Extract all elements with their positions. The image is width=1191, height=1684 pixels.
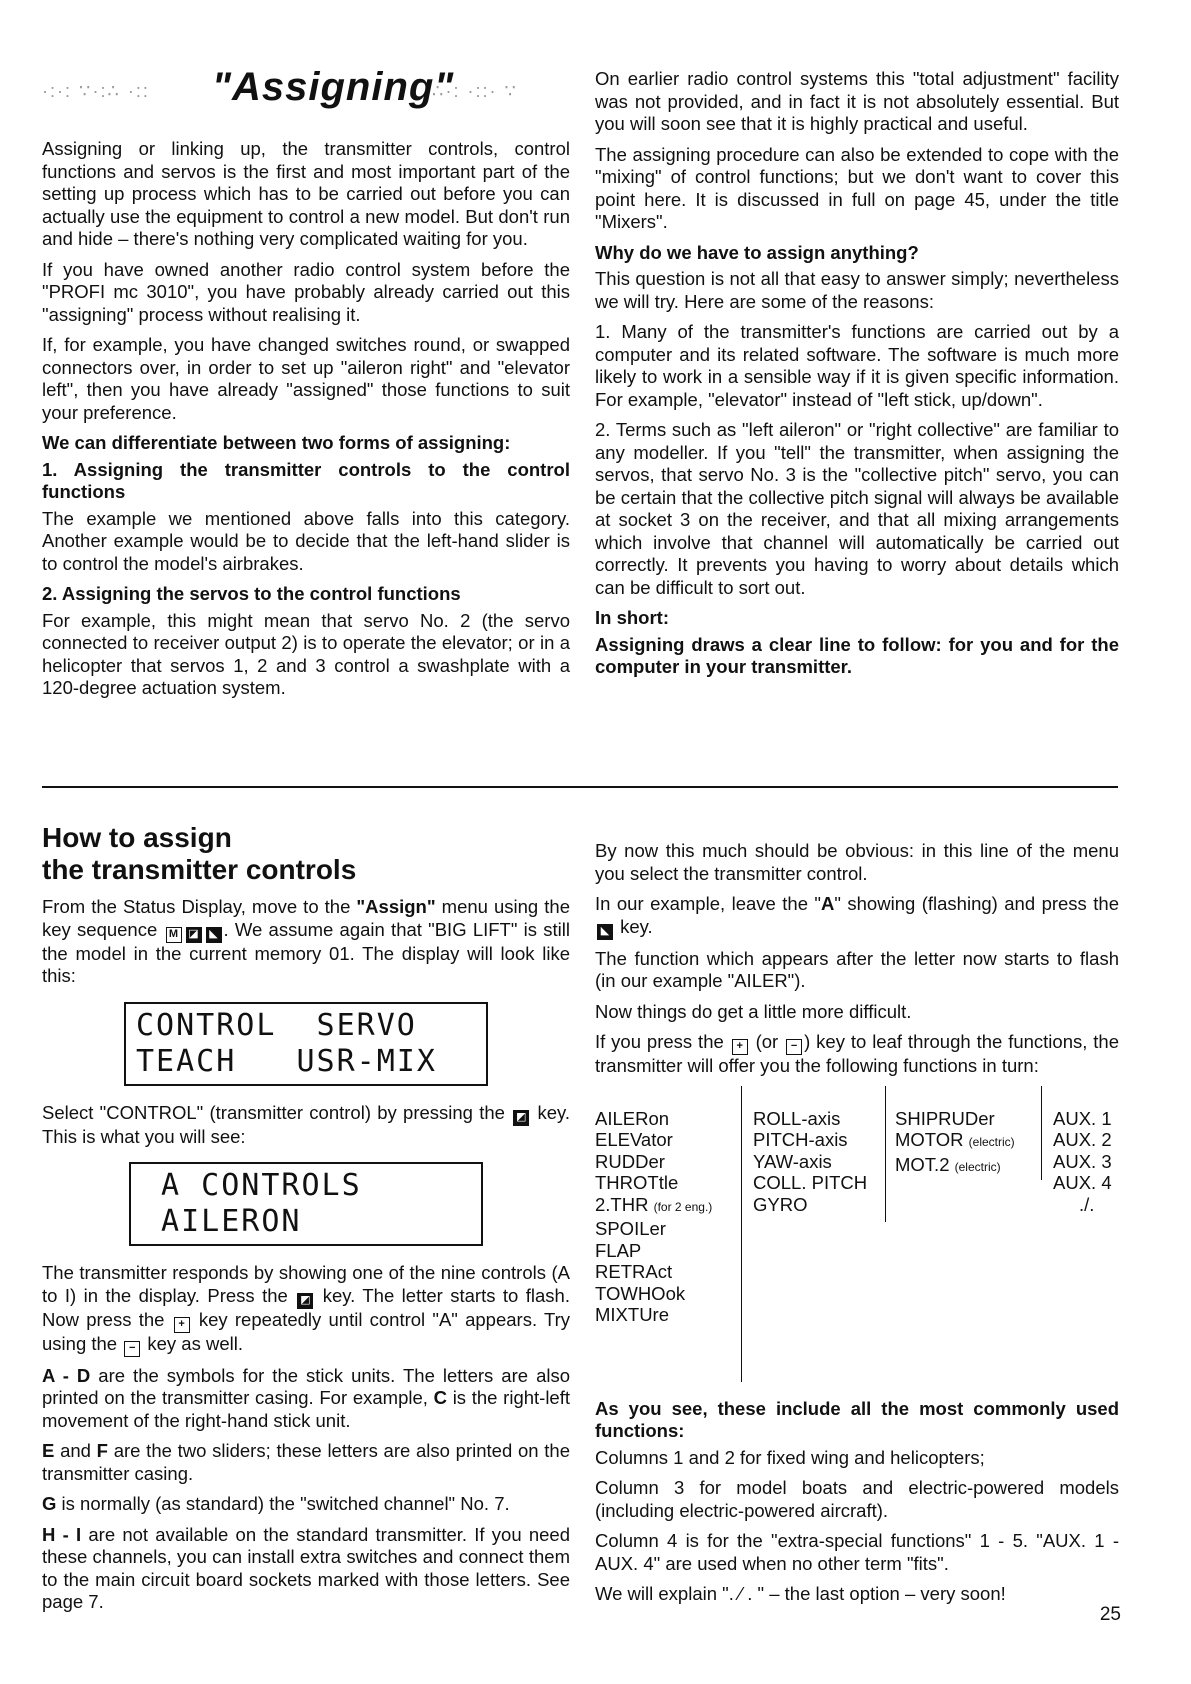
function-column-3 xyxy=(895,1108,1015,1179)
intro-text-a: From the Status Display, move to the xyxy=(42,896,357,917)
select-key-icon: ◩ xyxy=(513,1110,529,1126)
lcd-line-1: CONTROL SERVO xyxy=(136,1007,417,1043)
example-c: key. xyxy=(615,915,653,937)
in-short-heading: In short: xyxy=(595,607,669,628)
columns-1-2-text: Columns 1 and 2 for fixed wing and helicopters; xyxy=(595,1446,985,1468)
banner-noise-right: ∴·: ·::· ∵ xyxy=(432,81,518,101)
leaf-text xyxy=(595,1031,1119,1078)
column-2-bracket xyxy=(885,1086,886,1222)
ad-body: are the symbols for the stick units. The letters are also printed on the transmitter casing. For example, xyxy=(42,1364,571,1408)
ad-text xyxy=(42,1365,570,1433)
function-item: PITCH-axis xyxy=(753,1129,848,1150)
function-column-2 xyxy=(753,1108,867,1216)
lcd2-line-1: A CONTROLS xyxy=(141,1168,362,1203)
function-item xyxy=(595,1194,712,1219)
function-item: RETRAct xyxy=(595,1261,673,1282)
down-key-icon: ◣ xyxy=(597,924,613,940)
ad-label: A - D xyxy=(42,1364,91,1386)
reason-1: 1. Many of the transmitter's functions are carried out by a computer and its related software. The software is much more likely to work in a sensible way if it is given specific information. For example, "elevator" instead of "left stick, up/down". xyxy=(595,321,1119,410)
hi-body: are not available on the standard transmitter. If you need these channels, you can install extra switches and connect them to the main circuit board sockets marked with those letters. See page 7. xyxy=(42,1523,570,1612)
function-item: SPOILer xyxy=(595,1218,666,1239)
plus-key-icon: + xyxy=(732,1039,748,1055)
function-item: RUDDer xyxy=(595,1150,665,1172)
form2-heading: 2. Assigning the servos to the control functions xyxy=(42,583,461,604)
assigning-right-column xyxy=(595,68,1119,683)
function-item xyxy=(895,1154,1015,1179)
function-item: AUX. 1 xyxy=(1053,1107,1112,1129)
function-item-label: MOT.2 xyxy=(895,1153,950,1175)
reason-2: 2. Terms such as "left aileron" or "right collective" are familiar to any modeller. If you "tell" the transmitter, when assigning the servos, that servo No. 3 is the "collective pitch" servo, you can be certain that the collective pitch signal will always be available at socket 3 on the receiver, and that all mixing arrangements which involve that channel will automatically be carried out correctly. It prevents you having to worry about details which can be difficult to sort out. xyxy=(595,419,1119,598)
g-text xyxy=(42,1493,570,1516)
explain-text: We will explain ". ⁄ . " – the last option – very soon! xyxy=(595,1583,1006,1604)
select-text-b: key. This is what you will see: xyxy=(42,1101,570,1147)
function-note: (for 2 eng.) xyxy=(653,1199,713,1214)
intro-text-b: menu using the key sequence xyxy=(42,896,570,940)
function-item: YAW-axis xyxy=(753,1150,832,1172)
plus-key-icon: + xyxy=(174,1317,190,1333)
function-note: (electric) xyxy=(968,1135,1015,1149)
column-4-text: Column 4 is for the "extra-special functions" 1 - 5. "AUX. 1 - AUX. 4" are used when no other term "fits". xyxy=(595,1530,1119,1574)
earlier-systems-paragraph: On earlier radio control systems this "total adjustment" facility was not provided, and in fact it is not absolutely essential. But you will soon see that it is highly practical and useful. xyxy=(595,68,1119,134)
function-item: GYRO xyxy=(753,1193,808,1215)
howto-left-column xyxy=(42,822,570,1622)
f-label: F xyxy=(96,1440,108,1461)
column-3-bracket xyxy=(1041,1086,1042,1180)
ef-body: are the two sliders; these letters are also printed on the transmitter casing. xyxy=(42,1440,570,1484)
down-key-icon: ◣ xyxy=(206,927,222,943)
minus-key-icon: − xyxy=(124,1341,140,1357)
leaf-c: ) key to leaf through the functions, the transmitter will offer you the following functions in turn: xyxy=(595,1031,1120,1076)
function-item xyxy=(895,1129,1015,1154)
assigning-title: "Assigning" xyxy=(212,65,455,109)
leaf-a: If you press the xyxy=(595,1031,730,1052)
lcd-display-controls xyxy=(129,1162,483,1246)
responds-text xyxy=(42,1262,570,1357)
select-key-icon: ◩ xyxy=(297,1293,313,1309)
howto-right-column xyxy=(595,840,1119,1614)
why-text: This question is not all that easy to answer simply; nevertheless we will try. Here are some of the reasons: xyxy=(595,268,1119,312)
function-item: FLAP xyxy=(595,1239,642,1261)
ad-body-2: is the right-left movement of the right-hand stick unit. xyxy=(42,1387,571,1431)
g-body: is normally (as standard) the "switched channel" No. 7. xyxy=(56,1493,510,1514)
page-number: 25 xyxy=(1099,1604,1121,1625)
minus-key-icon: − xyxy=(786,1039,802,1055)
e-label: E xyxy=(42,1440,55,1461)
function-item: AILERon xyxy=(595,1107,670,1129)
responds-c: key repeatedly until control "A" appears. Try using the xyxy=(42,1308,570,1354)
mixing-paragraph: The assigning procedure can also be extended to cope with the "mixing" of control functions; but we don't want to cover this point here. It is discussed in full on page 45, under the title "Mixers". xyxy=(595,143,1119,232)
column-1-bracket xyxy=(741,1086,742,1382)
assign-menu-name: "Assign" xyxy=(356,896,436,917)
intro-text-c: . We assume again that "BIG LIFT" is still the model in the current memory 01. The display will look like this: xyxy=(42,918,570,986)
responds-b: key. The letter starts to flash. Now press the xyxy=(42,1284,570,1330)
howto-title-line-1: How to assign xyxy=(42,822,232,853)
lcd2-line-2: AILERON xyxy=(141,1204,302,1239)
example-a: In our example, leave the " xyxy=(595,893,821,914)
function-item: ELEVator xyxy=(595,1129,673,1150)
function-item: SHIPRUDer xyxy=(895,1107,995,1129)
section-divider xyxy=(42,786,1118,788)
function-item: COLL. PITCH xyxy=(753,1172,868,1193)
hi-text xyxy=(42,1524,570,1614)
function-item: MIXTUre xyxy=(595,1304,669,1325)
responds-a: The transmitter responds by showing one of the nine controls (A to I) in the display. Press the xyxy=(42,1262,570,1306)
function-list-diagram xyxy=(595,1086,1119,1386)
function-column-4 xyxy=(1053,1108,1112,1216)
hi-label: H - I xyxy=(42,1523,82,1545)
function-item: ./. xyxy=(1079,1193,1095,1215)
assigning-paragraph-1: Assigning or linking up, the transmitter controls, control functions and servos is the first and most important part of the setting up process which has to be carried out before you can actually use the equipment to control a new model. But don't run and hide – there's nothing very complicated waiting for you. xyxy=(42,138,570,249)
g-label: G xyxy=(42,1493,57,1514)
banner-noise-left: ·:·: ∵·:∴ ·:: xyxy=(42,81,150,101)
example-text xyxy=(595,893,1119,940)
responds-d: key as well. xyxy=(142,1332,243,1354)
lcd-display-assign-menu xyxy=(124,1002,488,1086)
column-3-text: Column 3 for model boats and electric-powered models (including electric-powered aircraft). xyxy=(595,1477,1119,1521)
ad-c-label: C xyxy=(433,1387,447,1408)
function-item-label: 2.THR xyxy=(595,1193,649,1215)
function-item: ROLL-axis xyxy=(753,1107,841,1129)
howto-title xyxy=(42,822,570,886)
function-item: TOWHOok xyxy=(595,1282,686,1304)
select-text-a: Select "CONTROL" (transmitter control) by pressing the xyxy=(42,1101,512,1123)
function-item: AUX. 2 xyxy=(1053,1129,1112,1150)
menu-key-icon: M xyxy=(166,927,182,943)
ef-text xyxy=(42,1440,570,1485)
select-control-text xyxy=(42,1102,570,1149)
ef-and: and xyxy=(54,1440,97,1461)
obvious-text: By now this much should be obvious: in this line of the menu you select the transmitter control. xyxy=(595,840,1119,884)
form1-heading: 1. Assigning the transmitter controls to the control functions xyxy=(42,458,570,502)
difficult-text: Now things do get a little more difficult. xyxy=(595,1000,912,1022)
leaf-b: (or xyxy=(749,1031,785,1052)
form1-text: The example we mentioned above falls into this category. Another example would be to decide that the left-hand slider is to control the model's airbrakes. xyxy=(42,507,570,574)
function-note: (electric) xyxy=(954,1159,1001,1174)
function-column-1 xyxy=(595,1108,712,1326)
function-item-label: MOTOR xyxy=(895,1129,964,1150)
howto-intro xyxy=(42,896,570,988)
form2-text: For example, this might mean that servo No. 2 (the servo connected to receiver output 2) is to operate the elevator; or in a helicopter that servos 1, 2 and 3 control a swashplate with a 120-degree actuation system. xyxy=(42,609,570,698)
enter-key-icon: ◪ xyxy=(186,927,202,943)
example-a-letter: A xyxy=(821,893,835,914)
lcd-line-2: TEACH USR-MIX xyxy=(136,1043,437,1079)
assigning-paragraph-3: If, for example, you have changed switches round, or swapped connectors over, in order to set up "aileron right" and "elevator left", then you have already "assigned" those functions to suit your preference. xyxy=(42,334,570,423)
see-heading: As you see, these include all the most commonly used functions: xyxy=(595,1397,1119,1441)
function-item: THROTtle xyxy=(595,1172,679,1193)
why-heading: Why do we have to assign anything? xyxy=(595,241,919,263)
function-item: AUX. 4 xyxy=(1053,1172,1112,1193)
in-short-text: Assigning draws a clear line to follow: for you and for the computer in your transmitter. xyxy=(595,633,1119,677)
howto-title-line-2: the transmitter controls xyxy=(42,854,357,885)
function-item: AUX. 3 xyxy=(1053,1150,1112,1172)
assigning-left-column xyxy=(42,65,570,708)
function-flash-text: The function which appears after the letter now starts to flash (in our example "AILER"). xyxy=(595,947,1119,991)
assigning-banner xyxy=(42,65,570,126)
assigning-paragraph-2: If you have owned another radio control system before the "PROFI mc 3010", you have probably already carried out this "assigning" process without realising it. xyxy=(42,258,570,325)
forms-heading: We can differentiate between two forms of assigning: xyxy=(42,432,511,453)
example-b: " showing (flashing) and press the xyxy=(834,893,1119,914)
